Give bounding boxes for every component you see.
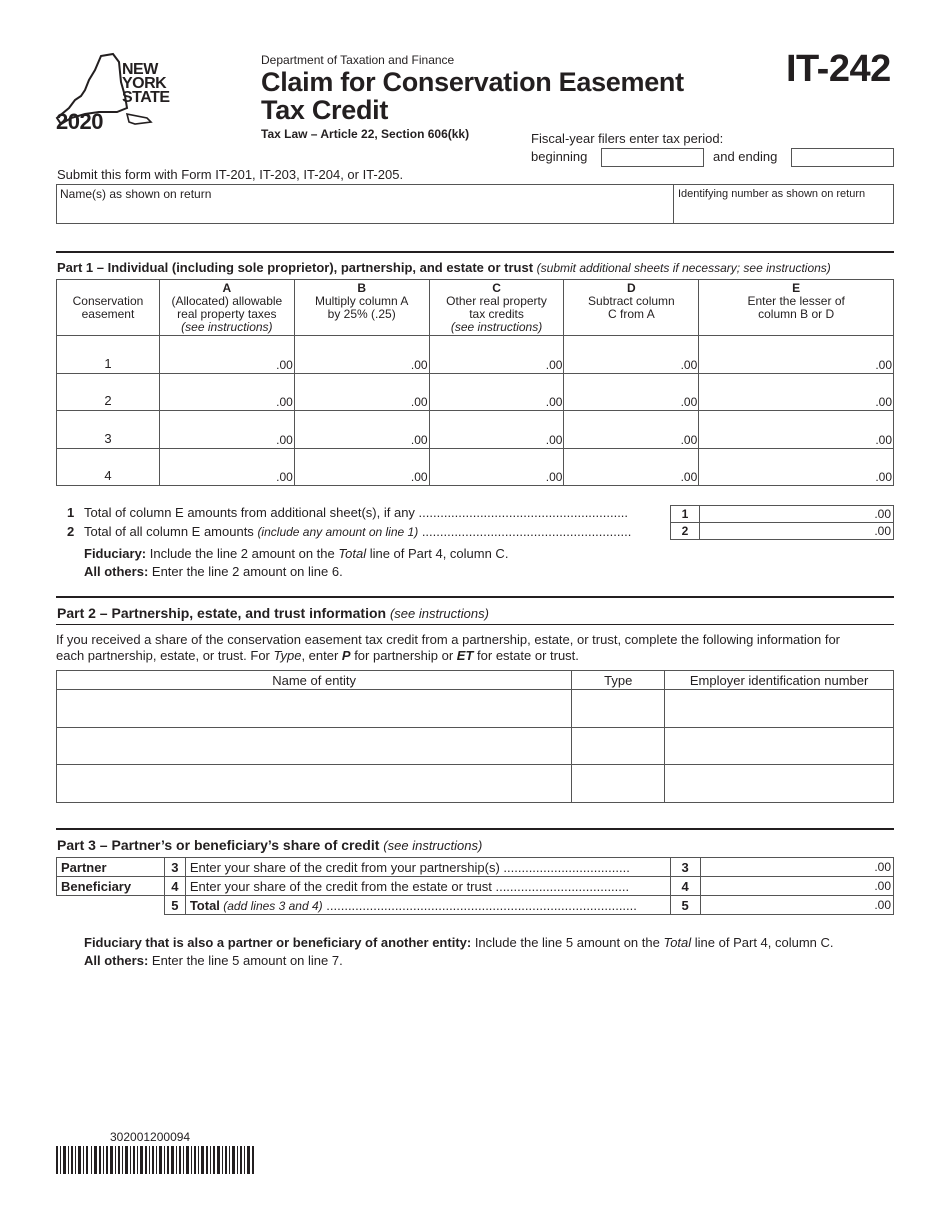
logo-word-state: STATE	[122, 89, 170, 106]
intro-type: Type	[273, 648, 302, 663]
col-d-line1: Subtract column	[588, 293, 675, 308]
line-description	[185, 896, 670, 915]
p3-others-bold: All others:	[84, 953, 149, 968]
line4-dots: .....................................	[491, 878, 630, 894]
line5-bold: Total	[189, 897, 220, 913]
entity-ein-field[interactable]	[665, 690, 894, 728]
entity-ein-field[interactable]	[665, 765, 894, 803]
table-row	[57, 411, 894, 449]
line-box-number: 3	[670, 858, 700, 877]
part3-rule	[56, 828, 894, 830]
col-b-line2: by 25% (.25)	[327, 306, 396, 321]
p3-fiduciary-bold: Fiduciary that is also a partner or beneficiary of another entity:	[84, 935, 472, 950]
form-title-line1: Claim for Conservation Easement	[261, 67, 684, 97]
col-header-b	[294, 280, 429, 336]
col-b-letter: B	[357, 280, 367, 295]
amount-cell-c[interactable]: .00	[429, 448, 564, 486]
amount-cell-e[interactable]: .00	[699, 411, 894, 449]
col-header-e	[699, 280, 894, 336]
table-row	[57, 373, 894, 411]
line2-italic: (include any amount on line 1)	[257, 525, 419, 539]
amount-cell-d[interactable]: .00	[564, 411, 699, 449]
form-title	[261, 68, 761, 124]
line2-box-number: 2	[670, 522, 700, 540]
role-label-partner: Partner	[57, 858, 165, 877]
line2-dots: ..........................................................	[418, 524, 632, 539]
line1-box-number: 1	[670, 505, 700, 523]
amount-cell-d[interactable]: .00	[564, 336, 699, 374]
line3-label: Enter your share of the credit from your partnership(s)	[189, 859, 500, 875]
line3-amount-field[interactable]: .00	[700, 858, 893, 877]
col-header-a	[159, 280, 294, 336]
p3-fiduciary-pre: Include the line 5 amount on the	[471, 935, 664, 950]
line2-label: Total of all column E amounts	[84, 524, 254, 539]
table-row	[57, 877, 894, 896]
col-a-line3: (see instructions)	[181, 319, 273, 334]
line2-num: 2	[67, 524, 75, 539]
part2-table	[56, 670, 894, 803]
col-c-letter: C	[492, 280, 501, 295]
p3-others-text: Enter the line 5 amount on line 7.	[148, 953, 343, 968]
table-row	[57, 858, 894, 877]
part2-header-row	[57, 671, 894, 690]
entity-name-field[interactable]	[57, 765, 572, 803]
fiduciary-bold: Fiduciary:	[84, 546, 147, 561]
line-description	[185, 877, 670, 896]
part2-intro-line2	[56, 648, 896, 664]
intro-d: for partnership or	[350, 648, 457, 663]
line1-dots: ..........................................................	[414, 505, 629, 520]
part1-others-note	[84, 564, 343, 579]
col-header-type: Type	[572, 671, 665, 690]
col-header-easement	[57, 280, 160, 336]
amount-cell-b[interactable]: .00	[294, 411, 429, 449]
barcode-icon	[56, 1146, 256, 1174]
line5-amount-field[interactable]: .00	[700, 896, 893, 915]
part1-table	[56, 279, 894, 486]
line2-amount-field[interactable]: .00	[699, 522, 894, 540]
intro-c: , enter	[301, 648, 342, 663]
row-number: 3	[57, 411, 160, 449]
entity-type-field[interactable]	[572, 690, 665, 728]
form-year: 2020	[56, 109, 103, 134]
amount-cell-a[interactable]: .00	[159, 373, 294, 411]
fiscal-year-label: Fiscal-year filers enter tax period:	[531, 131, 724, 146]
submit-instructions: Submit this form with Form IT-201, IT-203, IT-204, or IT-205.	[57, 167, 404, 182]
part1-fiduciary-note	[84, 546, 508, 561]
part2-title-italic: (see instructions)	[389, 606, 489, 621]
amount-cell-b[interactable]: .00	[294, 373, 429, 411]
logo-word-york: YORK	[122, 75, 167, 92]
line1-num: 1	[67, 505, 75, 520]
part1-rule	[56, 251, 894, 253]
form-title-line2: Tax Credit	[261, 95, 389, 125]
amount-cell-b[interactable]: .00	[294, 448, 429, 486]
col-header-entity-name: Name of entity	[57, 671, 572, 690]
amount-cell-a[interactable]: .00	[159, 336, 294, 374]
tax-law-reference: Tax Law – Article 22, Section 606(kk)	[261, 127, 470, 141]
table-row	[57, 896, 894, 915]
col-e-line2: column B or D	[758, 306, 835, 321]
intro-et: ET	[456, 648, 474, 663]
amount-cell-b[interactable]: .00	[294, 336, 429, 374]
ending-date-field[interactable]	[791, 148, 894, 167]
part2-intro-line1: If you received a share of the conservation easement tax credit from a partnership, estate, or trust, complete the following information for	[56, 632, 841, 647]
line4-amount-field[interactable]: .00	[700, 877, 893, 896]
barcode-number: 302001200094	[110, 1130, 191, 1144]
table-row	[57, 765, 894, 803]
amount-cell-c[interactable]: .00	[429, 336, 564, 374]
logo-word-new: NEW	[122, 61, 158, 78]
id-label: Identifying number as shown on return	[678, 188, 866, 200]
part3-table	[56, 857, 894, 915]
amount-cell-e[interactable]: .00	[699, 448, 894, 486]
col-c-line2: tax credits	[469, 306, 524, 321]
part3-title	[57, 837, 482, 853]
others-bold: All others:	[84, 564, 149, 579]
part1-title	[57, 260, 831, 275]
part1-title-italic: (submit additional sheets if necessary; see instructions)	[536, 261, 831, 275]
row-number: 1	[57, 336, 160, 374]
part3-title-italic: (see instructions)	[383, 838, 483, 853]
p3-fiduciary-italic: Total	[663, 935, 692, 950]
fiduciary-post: line of Part 4, column C.	[366, 546, 509, 561]
col-c-line3: (see instructions)	[450, 319, 543, 334]
line4-label: Enter your share of the credit from the estate or trust	[189, 878, 492, 894]
name-id-divider	[673, 184, 674, 224]
line-box-number: 5	[670, 896, 700, 915]
col-d-letter: D	[627, 280, 636, 295]
intro-b: each partnership, estate, or trust. For	[56, 648, 274, 663]
beginning-label: beginning	[531, 149, 588, 164]
line-box-number: 4	[670, 877, 700, 896]
col-header-d	[564, 280, 699, 336]
table-row	[57, 690, 894, 728]
line5-italic: (add lines 3 and 4)	[219, 898, 323, 913]
row-number: 2	[57, 373, 160, 411]
part1-header-row	[57, 280, 894, 336]
line-number: 4	[164, 877, 185, 896]
entity-name-field[interactable]	[57, 690, 572, 728]
part3-others-note	[84, 953, 343, 968]
line1-number	[67, 505, 74, 520]
others-text: Enter the line 2 amount on line 6.	[148, 564, 343, 579]
form-number: IT-242	[786, 48, 891, 90]
table-row	[57, 336, 894, 374]
ending-label: and ending	[713, 149, 778, 164]
role-label-beneficiary: Beneficiary	[57, 877, 165, 896]
logo-wordmark	[122, 63, 170, 105]
line1-text	[84, 505, 668, 520]
col-d-line2: C from A	[608, 306, 655, 321]
col-header-ein: Employer identification number	[665, 671, 894, 690]
amount-cell-c[interactable]: .00	[429, 373, 564, 411]
role-blank	[57, 896, 165, 915]
line2-number	[67, 524, 74, 539]
line1-label: Total of column E amounts from additional sheet(s), if any	[84, 505, 415, 520]
intro-e: for estate or trust.	[473, 648, 579, 663]
amount-cell-e[interactable]: .00	[699, 336, 894, 374]
line-number: 5	[164, 896, 185, 915]
fiduciary-italic: Total	[338, 546, 367, 561]
entity-type-field[interactable]	[572, 765, 665, 803]
table-row	[57, 448, 894, 486]
line2-text	[84, 524, 668, 539]
amount-cell-d[interactable]: .00	[564, 448, 699, 486]
part1-title-bold: Part 1 – Individual (including sole proprietor), partnership, and estate or trust	[57, 260, 534, 275]
col-a-letter: A	[222, 280, 232, 295]
part2-title-bold: Part 2 – Partnership, estate, and trust information	[57, 605, 387, 621]
col-a-line1: (Allocated) allowable	[171, 293, 283, 308]
col-e-line1: Enter the lesser of	[747, 293, 845, 308]
fiduciary-pre: Include the line 2 amount on the	[146, 546, 339, 561]
line3-dots: ...................................	[499, 859, 630, 875]
intro-p: P	[341, 648, 351, 663]
department-name: Department of Taxation and Finance	[261, 53, 455, 67]
col-e-letter: E	[792, 280, 801, 295]
part3-title-bold: Part 3 – Partner’s or beneficiary’s share of credit	[57, 837, 380, 853]
col-easement-line2: easement	[81, 306, 135, 321]
part3-fiduciary-note	[84, 935, 834, 950]
amount-cell-c[interactable]: .00	[429, 411, 564, 449]
line-number: 3	[164, 858, 185, 877]
row-number: 4	[57, 448, 160, 486]
table-row	[57, 727, 894, 765]
amount-cell-e[interactable]: .00	[699, 373, 894, 411]
entity-name-field[interactable]	[57, 727, 572, 765]
amount-cell-a[interactable]: .00	[159, 448, 294, 486]
amount-cell-d[interactable]: .00	[564, 373, 699, 411]
col-c-line1: Other real property	[446, 293, 547, 308]
line5-dots: ......................................................................................	[322, 897, 637, 913]
name-label: Name(s) as shown on return	[60, 187, 212, 201]
part2-intro	[56, 632, 896, 664]
col-a-line2: real property taxes	[177, 306, 277, 321]
entity-type-field[interactable]	[572, 727, 665, 765]
line1-amount-field[interactable]: .00	[699, 505, 894, 523]
col-easement-line1: Conservation	[72, 293, 144, 308]
part2-thin-rule	[56, 624, 894, 625]
p3-fiduciary-post: line of Part 4, column C.	[691, 935, 834, 950]
col-b-line1: Multiply column A	[315, 293, 409, 308]
amount-cell-a[interactable]: .00	[159, 411, 294, 449]
col-header-c	[429, 280, 564, 336]
entity-ein-field[interactable]	[665, 727, 894, 765]
part2-title	[57, 605, 489, 621]
part2-rule	[56, 596, 894, 598]
line-description	[185, 858, 670, 877]
beginning-date-field[interactable]	[601, 148, 704, 167]
